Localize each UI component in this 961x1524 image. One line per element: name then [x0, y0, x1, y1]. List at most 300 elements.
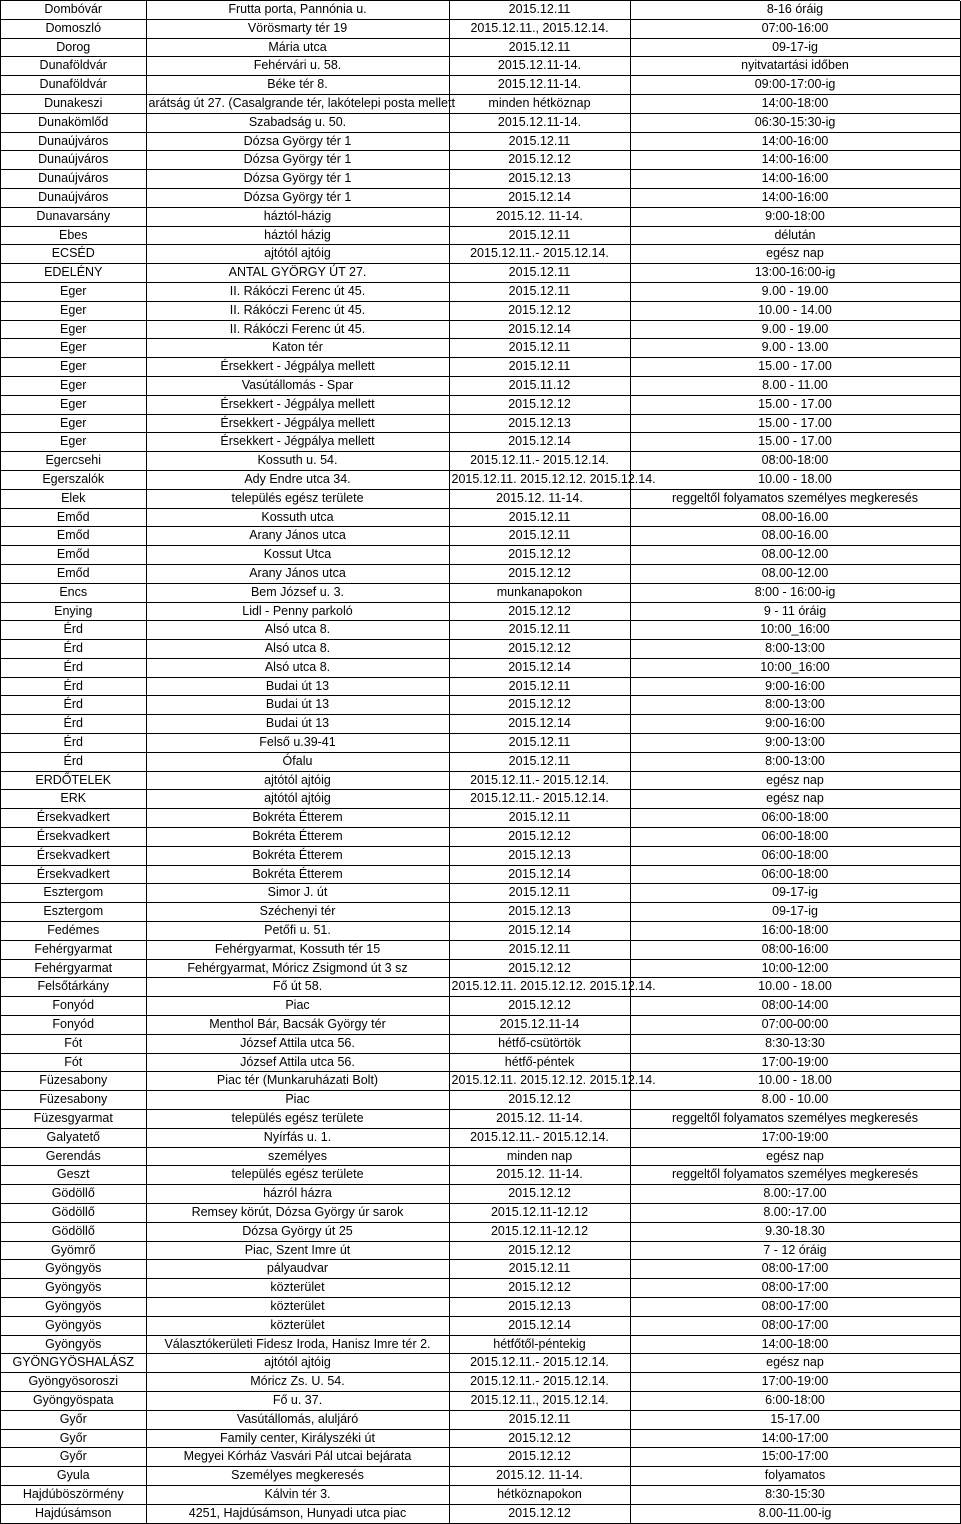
- table-row: [1, 264, 960, 283]
- time-cell: 09-17-ig: [630, 903, 960, 922]
- city-cell: Gyula: [1, 1467, 146, 1486]
- date-cell: 2015.12.11.- 2015.12.14.: [449, 790, 630, 809]
- location-cell: Választókerületi Fidesz Iroda, Hanisz Imre tér 2.: [146, 1335, 449, 1354]
- city-cell: Emőd: [1, 564, 146, 583]
- table-row: [1, 245, 960, 264]
- city-cell: Elek: [1, 489, 146, 508]
- city-cell: Füzesabony: [1, 1072, 146, 1091]
- table-row: [1, 790, 960, 809]
- location-cell: Piac, Szent Imre út: [146, 1241, 449, 1260]
- location-cell: Fő út 58.: [146, 978, 449, 997]
- date-cell: 2015.12.12: [449, 640, 630, 659]
- time-cell: 9:00-16:00: [630, 677, 960, 696]
- date-cell: 2015.12.12: [449, 151, 630, 170]
- table-row: [1, 301, 960, 320]
- date-cell: 2015.12.11-12.12: [449, 1222, 630, 1241]
- location-cell: Arany János utca: [146, 564, 449, 583]
- date-cell: 2015.12.11: [449, 358, 630, 377]
- table-row: [1, 1147, 960, 1166]
- table-row: [1, 226, 960, 245]
- city-cell: Gerendás: [1, 1147, 146, 1166]
- table-row: [1, 1204, 960, 1223]
- location-cell: Remsey körút, Dózsa György úr sarok: [146, 1204, 449, 1223]
- time-cell: 8.00:-17.00: [630, 1185, 960, 1204]
- table-row: [1, 1504, 960, 1523]
- time-cell: 09-17-ig: [630, 884, 960, 903]
- city-cell: Egerszalók: [1, 470, 146, 489]
- date-cell: 2015.12.11: [449, 527, 630, 546]
- time-cell: reggeltől folyamatos személyes megkeresés: [630, 1166, 960, 1185]
- date-cell: 2015.12.11-14: [449, 1016, 630, 1035]
- time-cell: 8.00:-17.00: [630, 1204, 960, 1223]
- table-row: [1, 903, 960, 922]
- location-cell: Frutta porta, Pannónia u.: [146, 1, 449, 19]
- time-cell: 17:00-19:00: [630, 1128, 960, 1147]
- city-cell: Gödöllő: [1, 1222, 146, 1241]
- time-cell: 14:00-17:00: [630, 1429, 960, 1448]
- location-cell: Széchenyi tér: [146, 903, 449, 922]
- time-cell: 06:00-18:00: [630, 809, 960, 828]
- date-cell: 2015.12.12: [449, 828, 630, 847]
- time-cell: 08.00-12.00: [630, 564, 960, 583]
- location-cell: Kossut Utca: [146, 546, 449, 565]
- time-cell: 06:00-18:00: [630, 865, 960, 884]
- time-cell: 08:00-17:00: [630, 1279, 960, 1298]
- location-cell: Dózsa György tér 1: [146, 170, 449, 189]
- table-row: [1, 188, 960, 207]
- city-cell: Érd: [1, 752, 146, 771]
- date-cell: 2015.12.11: [449, 734, 630, 753]
- table-row: [1, 715, 960, 734]
- location-cell: II. Rákóczi Ferenc út 45.: [146, 282, 449, 301]
- time-cell: 17:00-19:00: [630, 1053, 960, 1072]
- table-row: [1, 1373, 960, 1392]
- location-cell: Dózsa György tér 1: [146, 132, 449, 151]
- location-cell: ANTAL GYÖRGY ÚT 27.: [146, 264, 449, 283]
- date-cell: 2015.12.12: [449, 1091, 630, 1110]
- date-cell: hétfő-csütörtök: [449, 1034, 630, 1053]
- table-row: [1, 922, 960, 941]
- date-cell: 2015.12.12: [449, 1185, 630, 1204]
- location-cell: Dózsa György tér 1: [146, 151, 449, 170]
- time-cell: 15.00 - 17.00: [630, 414, 960, 433]
- location-cell: II. Rákóczi Ferenc út 45.: [146, 301, 449, 320]
- date-cell: 2015.12.12: [449, 602, 630, 621]
- date-cell: hétfőtől-péntekig: [449, 1335, 630, 1354]
- date-cell: 2015.12.14: [449, 715, 630, 734]
- location-cell: házról házra: [146, 1185, 449, 1204]
- table-row: [1, 76, 960, 95]
- city-cell: Győr: [1, 1448, 146, 1467]
- city-cell: Győr: [1, 1429, 146, 1448]
- date-cell: 2015.12.13: [449, 414, 630, 433]
- table-row: [1, 978, 960, 997]
- date-cell: 2015.12.11: [449, 752, 630, 771]
- time-cell: reggeltől folyamatos személyes megkeresés: [630, 489, 960, 508]
- city-cell: Gyöngyösoroszi: [1, 1373, 146, 1392]
- location-cell: Piac tér (Munkaruházati Bolt): [146, 1072, 449, 1091]
- table-row: [1, 865, 960, 884]
- date-cell: 2015.12. 11-14.: [449, 1467, 630, 1486]
- time-cell: 14:00-16:00: [630, 151, 960, 170]
- time-cell: 17:00-19:00: [630, 1373, 960, 1392]
- time-cell: 08:00-17:00: [630, 1260, 960, 1279]
- city-cell: GYÖNGYÖSHALÁSZ: [1, 1354, 146, 1373]
- table-row: [1, 452, 960, 471]
- location-cell: Petőfi u. 51.: [146, 922, 449, 941]
- city-cell: Dunaújváros: [1, 170, 146, 189]
- table-row: [1, 395, 960, 414]
- table-row: [1, 621, 960, 640]
- location-cell: település egész területe: [146, 489, 449, 508]
- city-cell: Gyömrő: [1, 1241, 146, 1260]
- city-cell: Gyöngyös: [1, 1335, 146, 1354]
- city-cell: Eger: [1, 358, 146, 377]
- date-cell: 2015.12.11-12.12: [449, 1204, 630, 1223]
- table-row: [1, 1166, 960, 1185]
- table-row: [1, 282, 960, 301]
- table-row: [1, 151, 960, 170]
- table-row: [1, 527, 960, 546]
- city-cell: Eger: [1, 320, 146, 339]
- table-row: [1, 846, 960, 865]
- location-cell: Budai út 13: [146, 696, 449, 715]
- city-cell: Eger: [1, 376, 146, 395]
- date-cell: 2015.12.12: [449, 1241, 630, 1260]
- city-cell: Hajdúsámson: [1, 1504, 146, 1523]
- time-cell: 06:00-18:00: [630, 846, 960, 865]
- location-cell: Nyírfás u. 1.: [146, 1128, 449, 1147]
- city-cell: Dunavarsány: [1, 207, 146, 226]
- date-cell: minden hétköznap: [449, 94, 630, 113]
- time-cell: 08:00-17:00: [630, 1297, 960, 1316]
- location-cell: település egész területe: [146, 1166, 449, 1185]
- date-cell: 2015.12.14: [449, 188, 630, 207]
- city-cell: Érd: [1, 658, 146, 677]
- location-cell: Ady Endre utca 34.: [146, 470, 449, 489]
- location-cell: Bokréta Étterem: [146, 809, 449, 828]
- date-cell: 2015.12.14: [449, 865, 630, 884]
- time-cell: 8:00 - 16:00-ig: [630, 583, 960, 602]
- date-cell: minden nap: [449, 1147, 630, 1166]
- city-cell: Felsőtárkány: [1, 978, 146, 997]
- table-row: [1, 320, 960, 339]
- location-cell: Érsekkert - Jégpálya mellett: [146, 358, 449, 377]
- time-cell: 10.00 - 14.00: [630, 301, 960, 320]
- date-cell: 2015.12.11. 2015.12.12. 2015.12.14.: [449, 470, 630, 489]
- city-cell: Dombóvár: [1, 1, 146, 19]
- city-cell: Eger: [1, 433, 146, 452]
- time-cell: 15:00-17:00: [630, 1448, 960, 1467]
- city-cell: Győr: [1, 1410, 146, 1429]
- city-cell: Gyöngyös: [1, 1260, 146, 1279]
- time-cell: 9 - 11 óráig: [630, 602, 960, 621]
- table-row: [1, 564, 960, 583]
- date-cell: 2015.12.11: [449, 38, 630, 57]
- time-cell: 08.00-16.00: [630, 508, 960, 527]
- date-cell: 2015.12.12: [449, 696, 630, 715]
- date-cell: 2015.12.11: [449, 226, 630, 245]
- location-cell: Fehérgyarmat, Kossuth tér 15: [146, 940, 449, 959]
- table-row: [1, 583, 960, 602]
- date-cell: 2015.12.11.- 2015.12.14.: [449, 1354, 630, 1373]
- table-row: [1, 1297, 960, 1316]
- table-row: [1, 57, 960, 76]
- location-cell: Lidl - Penny parkoló: [146, 602, 449, 621]
- city-cell: Encs: [1, 583, 146, 602]
- time-cell: 08:00-14:00: [630, 997, 960, 1016]
- location-cell: közterület: [146, 1297, 449, 1316]
- table-row: [1, 602, 960, 621]
- table-row: [1, 752, 960, 771]
- time-cell: nyitvatartási időben: [630, 57, 960, 76]
- city-cell: Dunaföldvár: [1, 57, 146, 76]
- time-cell: 10:00_16:00: [630, 621, 960, 640]
- location-cell: Fő u. 37.: [146, 1391, 449, 1410]
- city-cell: Emőd: [1, 546, 146, 565]
- time-cell: 14:00-16:00: [630, 170, 960, 189]
- city-cell: Érd: [1, 696, 146, 715]
- location-cell: közterület: [146, 1316, 449, 1335]
- table-row: [1, 1053, 960, 1072]
- date-cell: 2015.12.11-14.: [449, 113, 630, 132]
- time-cell: 06:30-15:30-ig: [630, 113, 960, 132]
- table-row: [1, 1, 960, 19]
- date-cell: 2015.12.13: [449, 170, 630, 189]
- time-cell: 08:00-17:00: [630, 1316, 960, 1335]
- location-cell: Személyes megkeresés: [146, 1467, 449, 1486]
- city-cell: Füzesabony: [1, 1091, 146, 1110]
- city-cell: Galyatető: [1, 1128, 146, 1147]
- date-cell: 2015.12.12: [449, 395, 630, 414]
- table-row: [1, 170, 960, 189]
- location-cell: József Attila utca 56.: [146, 1034, 449, 1053]
- date-cell: 2015.12.11.- 2015.12.14.: [449, 452, 630, 471]
- table-row: [1, 489, 960, 508]
- time-cell: egész nap: [630, 245, 960, 264]
- time-cell: 08.00-12.00: [630, 546, 960, 565]
- city-cell: Fehérgyarmat: [1, 959, 146, 978]
- date-cell: 2015.12.13: [449, 846, 630, 865]
- location-cell: Vasútállomás, aluljáró: [146, 1410, 449, 1429]
- location-cell: Kálvin tér 3.: [146, 1485, 449, 1504]
- city-cell: Érsekvadkert: [1, 809, 146, 828]
- time-cell: délután: [630, 226, 960, 245]
- table-row: [1, 696, 960, 715]
- location-cell: Kossuth u. 54.: [146, 452, 449, 471]
- city-cell: Dunakeszi: [1, 94, 146, 113]
- table-row: [1, 376, 960, 395]
- city-cell: Fehérgyarmat: [1, 940, 146, 959]
- location-cell: Family center, Királyszéki út: [146, 1429, 449, 1448]
- date-cell: 2015.12.12: [449, 1448, 630, 1467]
- date-cell: 2015.12.12: [449, 1504, 630, 1523]
- city-cell: Geszt: [1, 1166, 146, 1185]
- date-cell: 2015.12.11: [449, 508, 630, 527]
- date-cell: 2015.12.12: [449, 1279, 630, 1298]
- city-cell: Egercsehi: [1, 452, 146, 471]
- location-cell: Kossuth utca: [146, 508, 449, 527]
- table-row: [1, 1185, 960, 1204]
- time-cell: 8:00-13:00: [630, 640, 960, 659]
- city-cell: Érd: [1, 677, 146, 696]
- location-cell: Bokréta Étterem: [146, 828, 449, 847]
- time-cell: egész nap: [630, 1354, 960, 1373]
- table-row: [1, 1110, 960, 1129]
- table-row: [1, 1467, 960, 1486]
- table-row: [1, 658, 960, 677]
- time-cell: 10:00-12:00: [630, 959, 960, 978]
- city-cell: Dorog: [1, 38, 146, 57]
- time-cell: 8:00-13:00: [630, 696, 960, 715]
- table-row: [1, 677, 960, 696]
- location-cell: Alsó utca 8.: [146, 658, 449, 677]
- time-cell: egész nap: [630, 771, 960, 790]
- time-cell: 6:00-18:00: [630, 1391, 960, 1410]
- time-cell: 13:00-16:00-ig: [630, 264, 960, 283]
- date-cell: 2015.12.12: [449, 1429, 630, 1448]
- table-row: [1, 1335, 960, 1354]
- location-cell: arátság út 27. (Casalgrande tér, lakótelepi posta mellett: [146, 94, 449, 113]
- city-cell: Fonyód: [1, 997, 146, 1016]
- location-cell: Érsekkert - Jégpálya mellett: [146, 395, 449, 414]
- city-cell: Dunaújváros: [1, 132, 146, 151]
- date-cell: 2015.12.14: [449, 320, 630, 339]
- location-cell: pályaudvar: [146, 1260, 449, 1279]
- location-cell: Fehérvári u. 58.: [146, 57, 449, 76]
- time-cell: 06:00-18:00: [630, 828, 960, 847]
- table-row: [1, 940, 960, 959]
- location-cell: József Attila utca 56.: [146, 1053, 449, 1072]
- table-row: [1, 508, 960, 527]
- city-cell: Gyöngyös: [1, 1279, 146, 1298]
- time-cell: 16:00-18:00: [630, 922, 960, 941]
- city-cell: Eger: [1, 395, 146, 414]
- city-cell: Eger: [1, 301, 146, 320]
- date-cell: 2015.12.14: [449, 1316, 630, 1335]
- time-cell: folyamatos: [630, 1467, 960, 1486]
- table-row: [1, 1279, 960, 1298]
- date-cell: 2015.12.11., 2015.12.14.: [449, 19, 630, 38]
- time-cell: 9:00-13:00: [630, 734, 960, 753]
- date-cell: 2015.12.11.- 2015.12.14.: [449, 245, 630, 264]
- date-cell: 2015.12.13: [449, 903, 630, 922]
- location-cell: háztól házig: [146, 226, 449, 245]
- date-cell: 2015.12.11-14.: [449, 57, 630, 76]
- date-cell: 2015.12.14: [449, 922, 630, 941]
- table-row: [1, 1072, 960, 1091]
- location-cell: Vasútállomás - Spar: [146, 376, 449, 395]
- time-cell: 14:00-18:00: [630, 1335, 960, 1354]
- location-cell: ajtótól ajtóig: [146, 245, 449, 264]
- city-cell: Hajdúböszörmény: [1, 1485, 146, 1504]
- city-cell: Gyöngyös: [1, 1297, 146, 1316]
- date-cell: 2015.12.11: [449, 1410, 630, 1429]
- city-cell: ECSÉD: [1, 245, 146, 264]
- date-cell: 2015.12. 11-14.: [449, 207, 630, 226]
- table-row: [1, 884, 960, 903]
- table-row: [1, 1241, 960, 1260]
- time-cell: 14:00-18:00: [630, 94, 960, 113]
- location-cell: ajtótól ajtóig: [146, 771, 449, 790]
- location-cell: Menthol Bár, Bacsák György tér: [146, 1016, 449, 1035]
- table-row: [1, 1091, 960, 1110]
- location-cell: Felső u.39-41: [146, 734, 449, 753]
- time-cell: 8:30-15:30: [630, 1485, 960, 1504]
- location-cell: Dózsa György út 25: [146, 1222, 449, 1241]
- time-cell: 08:00-18:00: [630, 452, 960, 471]
- time-cell: egész nap: [630, 1147, 960, 1166]
- city-cell: Esztergom: [1, 903, 146, 922]
- city-cell: Érd: [1, 734, 146, 753]
- table-row: [1, 207, 960, 226]
- city-cell: Gödöllő: [1, 1185, 146, 1204]
- table-row: [1, 132, 960, 151]
- date-cell: 2015.12.11.- 2015.12.14.: [449, 1373, 630, 1392]
- city-cell: Ebes: [1, 226, 146, 245]
- city-cell: Érsekvadkert: [1, 828, 146, 847]
- city-cell: EDELÉNY: [1, 264, 146, 283]
- table-row: [1, 38, 960, 57]
- location-cell: II. Rákóczi Ferenc út 45.: [146, 320, 449, 339]
- city-cell: Érd: [1, 715, 146, 734]
- time-cell: 07:00-00:00: [630, 1016, 960, 1035]
- location-cell: személyes: [146, 1147, 449, 1166]
- table-row: [1, 470, 960, 489]
- city-cell: ERDŐTELEK: [1, 771, 146, 790]
- time-cell: 9.30-18.30: [630, 1222, 960, 1241]
- city-cell: Érsekvadkert: [1, 846, 146, 865]
- date-cell: hétköznapokon: [449, 1485, 630, 1504]
- date-cell: 2015.12. 11-14.: [449, 1166, 630, 1185]
- location-cell: Simor J. út: [146, 884, 449, 903]
- time-cell: 9:00-18:00: [630, 207, 960, 226]
- location-cell: ajtótól ajtóig: [146, 1354, 449, 1373]
- city-cell: Domoszló: [1, 19, 146, 38]
- time-cell: 10.00 - 18.00: [630, 470, 960, 489]
- date-cell: 2015.12.12: [449, 564, 630, 583]
- date-cell: 2015.12.11: [449, 132, 630, 151]
- date-cell: 2015.12.11: [449, 809, 630, 828]
- location-cell: Arany János utca: [146, 527, 449, 546]
- date-cell: 2015.12.11: [449, 621, 630, 640]
- date-cell: 2015.12.11.- 2015.12.14.: [449, 771, 630, 790]
- location-cell: Bem József u. 3.: [146, 583, 449, 602]
- time-cell: 8.00 - 10.00: [630, 1091, 960, 1110]
- table-row: [1, 1128, 960, 1147]
- location-cell: Katon tér: [146, 339, 449, 358]
- location-cell: Móricz Zs. U. 54.: [146, 1373, 449, 1392]
- table-row: [1, 771, 960, 790]
- date-cell: 2015.12.11: [449, 884, 630, 903]
- table-row: [1, 734, 960, 753]
- time-cell: egész nap: [630, 790, 960, 809]
- location-cell: település egész területe: [146, 1110, 449, 1129]
- table-row: [1, 1391, 960, 1410]
- location-cell: ajtótól ajtóig: [146, 790, 449, 809]
- time-cell: 14:00-16:00: [630, 188, 960, 207]
- date-cell: hétfő-péntek: [449, 1053, 630, 1072]
- location-cell: Piac: [146, 997, 449, 1016]
- table-row: [1, 94, 960, 113]
- table-row: [1, 546, 960, 565]
- time-cell: 08:00-16:00: [630, 940, 960, 959]
- date-cell: 2015.12.12: [449, 959, 630, 978]
- table-body: [1, 1, 960, 1523]
- city-cell: Gyöngyös: [1, 1316, 146, 1335]
- table-row: [1, 1429, 960, 1448]
- time-cell: 09-17-ig: [630, 38, 960, 57]
